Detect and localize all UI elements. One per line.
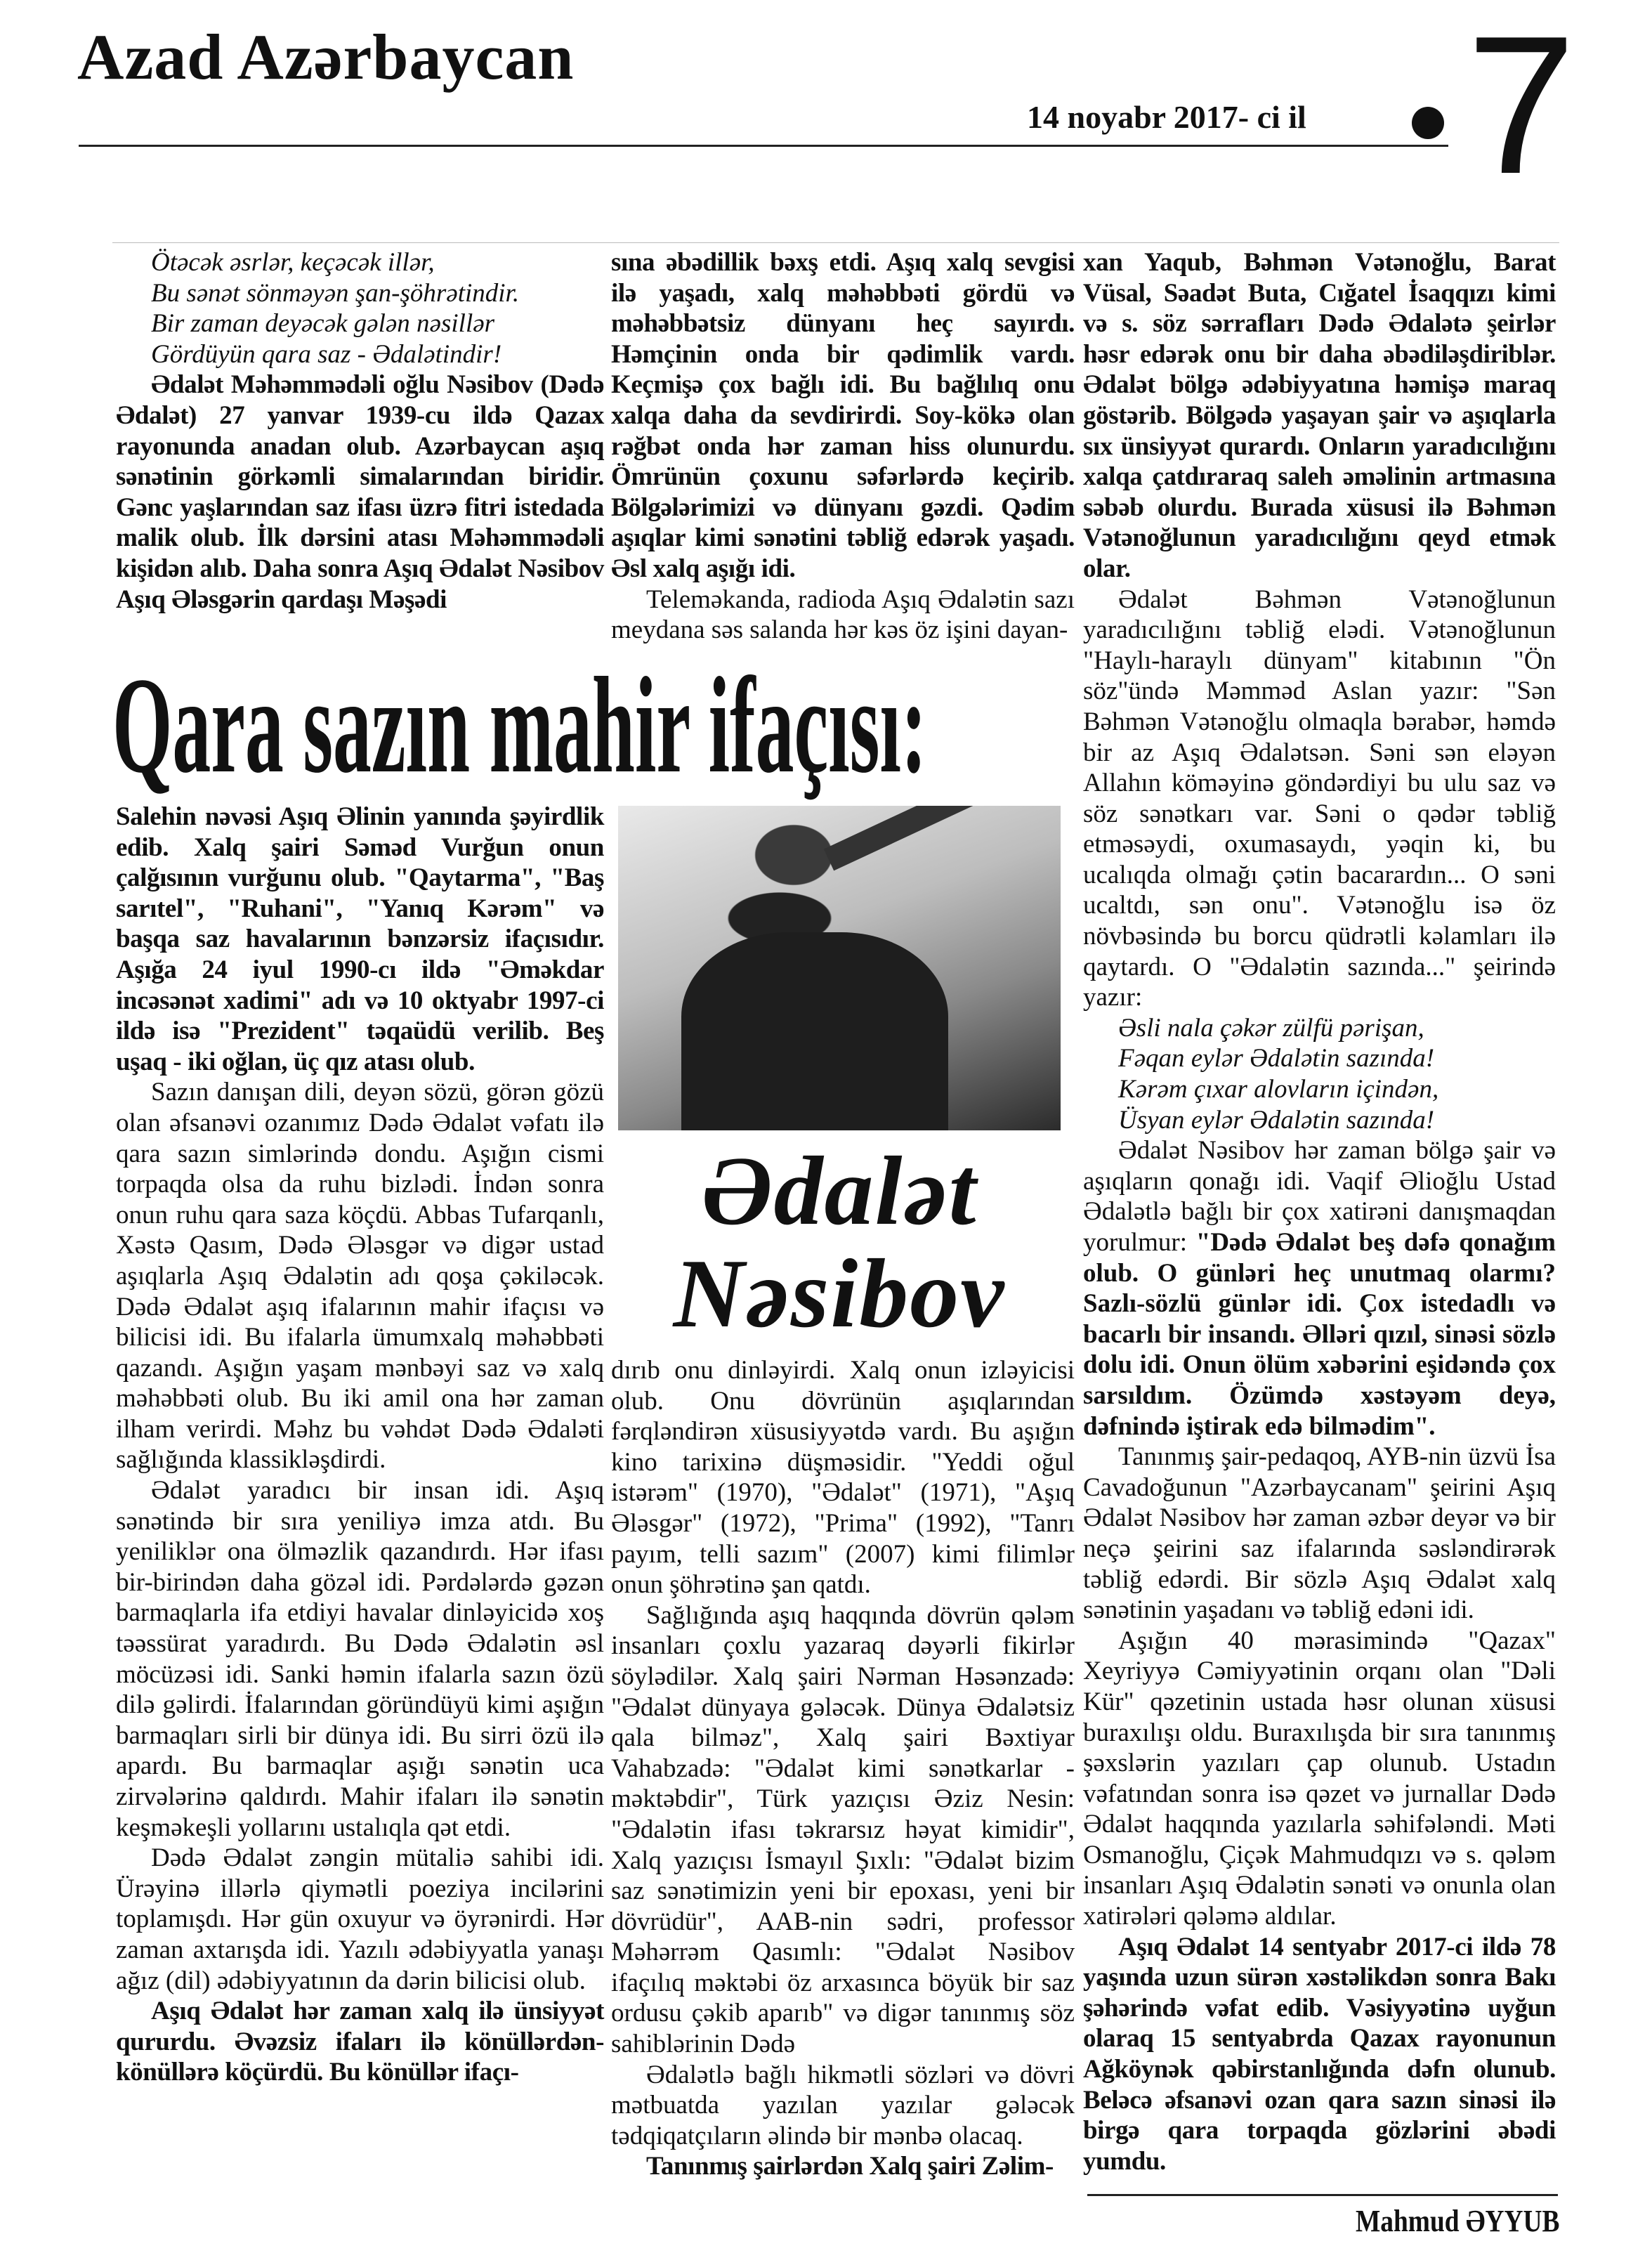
poem-line: Fəqan eylər Ədalətin sazında! bbox=[1118, 1044, 1435, 1073]
paragraph: Ədalət Məhəmmədəli oğlu Nəsibov (Dədə Ədalət) 27 yanvar 1939-cu ildə Qazax rayonunda anadan olub. Azərbaycan aşıq sənətinin görkəmli simalarından biridir. Gənc yaşlarından saz ifası üzrə fitri istedada malik olub. İlk dərsini atası Məhəmmədəli kişidən alıb. Daha sonra Aşıq Ədalət Nəsibov Aşıq Ələsgərin qardaşı Məşədi bbox=[116, 370, 604, 614]
poem-line: Əsli nala çəkər zülfü pərişan, bbox=[1118, 1013, 1424, 1043]
paragraph: xan Yaqub, Bəhmən Vətənoğlu, Barat Vüsal, Səadət Buta, Cığatel İsaqqızı kimi və s. söz sərrafları Dədə Ədalətə şeirlər həsr edərək onu bir daha əbədiləşdiriblər. Ədalət bölgə ədəbiyyatına həmişə maraq göstərib. Bölgədə yaşayan şair və aşıqlarla sıx ünsiyyət qurardı. Onların yaradıcılığını xalqa çatdıraraq saleh əməlinin artmasına səbəb olurdu. Burada xüsusi ilə Bəhmən Vətənoğlunun yaradıcılığını qeyd etmək olar. bbox=[1083, 248, 1556, 583]
paragraph: Ədalət yaradıcı bir insan idi. Aşıq sənətində bir sıra yeniliyə imza atdı. Bu yeniliklər ona ölməzlik qazandırdı. Hər ifası bir-birindən daha gözəl idi. Pərdələrdə gəzən barmaqlarla ifa etdiyi havalar dinləyicidə xoş təəssürat yaradırdı. Bu Dədə Ədalətin əsl möcüzəsi idi. Sanki həmin ifalarla sazın özü dilə gəlirdi. İfalarından göründüyü kimi aşığın barmaqları sirli bir dünya idi. Bu sirri özü ilə apardı. Bu barmaqlar aşığı sənətin uca zirvələrinə qaldırdı. Mahir ifaları ilə sənətin keşməkeşli yollarını ustalıqla qət etdi. bbox=[116, 1476, 604, 1842]
column-1-top bbox=[116, 247, 604, 615]
column-3 bbox=[1083, 247, 1556, 2176]
paragraph: Aşıq Ədalət 14 sentyabr 2017-ci ildə 78 yaşında uzun sürən xəstəlikdən sonra Bakı şəhərində vəfat edib. Vəsiyyətinə uyğun olaraq 15 sentyabrda Qazax rayonunun Ağköynək qəbirstanlığında dəfn olunub. Beləcə əfsanəvi ozan qara sazın sinəsi ilə birgə qara torpaqda gözlərini əbədi yumdu. bbox=[1083, 1932, 1556, 2176]
column-top-rule bbox=[112, 242, 1559, 243]
paragraph: Ədalət Bəhmən Vətənoğlunun yaradıcılığını təbliğ elədi. Vətənoğlunun "Haylı-haraylı dünyam" kitabının "Ön söz"ündə Məmməd Aslan yazır: "Sən Bəhmən Vətənoğlu olmaqla bərabər, həmdə bir az Aşıq Ədalətsən. Səni sən eləyən Allahın köməyinə göndərdiyi bu ulu saz və söz sənətkarı var. Səni o qədər təbliğ etməsəydi, oxumasaydı, yəqin ki, bu ucalıqda olmağı çətin bacarardın... O səni ucaltdı, sən onu". Vətənoğlu isə öz növbəsində bu borcu qüdrətli kəlamları ilə qaytardı. O "Ədalətin sazında..." şeirində yazır: bbox=[1083, 585, 1556, 1012]
issue-date: 14 noyabr 2017- ci il bbox=[1027, 99, 1306, 135]
bullet-dot bbox=[1412, 107, 1444, 139]
poem-line: Üsyan eylər Ədalətin sazında! bbox=[1118, 1105, 1435, 1135]
paragraph: Aşığın 40 mərasimində "Qazax" Xeyriyyə Cəmiyyətinin orqanı olan "Dəli Kür" qəzetinin ustada həsr olunan xüsusi buraxılışı oldu. Buraxılışda bir sıra tanınmış şəxslərin yazıları çap olunub. Ustadın vəfatından sonra isə qəzet və jurnallar Dədə Ədalət haqqında yazılarla səhifələndi. Məti Osmanoğlu, Çiçək Mahmudqızı və s. qələm insanları Aşıq Ədalətin sənəti və onunla olan xatirələri qələmə aldılar. bbox=[1083, 1626, 1556, 1931]
paragraph: Teleməkanda, radioda Aşıq Ədalətin sazı meydana səs salanda hər kəs öz işini dayan- bbox=[611, 585, 1075, 645]
paragraph: Salehin nəvəsi Aşıq Əlinin yanında şəyirdlik edib. Xalq şairi Səməd Vurğun onun çalğısının vurğunu olub. "Qaytarma", "Baş sarıtel", "Ruhani", "Yanıq Kərəm" və başqa saz havalarının bənzərsiz ifaçısıdır. Aşığa 24 iyul 1990-cı ildə "Əməkdar incəsənət xadimi" adı və 10 oktyabr 1997-ci ildə isə "Prezident" təqaüdü verilib. Beş uşaq - iki oğlan, üç qız atası olub. bbox=[116, 802, 604, 1076]
column-1-bottom bbox=[116, 802, 604, 2088]
subject-first-name: Ədalət bbox=[701, 1137, 978, 1246]
quoted-poem bbox=[1083, 1013, 1556, 1135]
poem-line: Gördüyün qara saz - Ədalətindir! bbox=[151, 339, 502, 369]
poem-line: Bir zaman deyəcək gələn nəsillər bbox=[151, 309, 495, 339]
author-signature: Mahmud ƏYYUB bbox=[1356, 2204, 1560, 2238]
subject-name bbox=[618, 1137, 1061, 1348]
paragraph-quote-bold: "Dədə Ədalət beş dəfə qonağım olub. O günləri heç unutmaq olarmı? Sazlı-sözlü günlər idi. Çox istedadlı və bacarlı bir insandı. Əlləri qızıl, sinəsi sözlə dolu idi. Onun ölüm xəbərini eşidəndə çox sarsıldım. Özümdə xəstəyəm deyə, dəfnində iştirak edə bilmədim". bbox=[1083, 1228, 1556, 1441]
paragraph: Sazın danışan dili, deyən sözü, görən gözü olan əfsanəvi ozanımız Dədə Ədalət vəfatı ilə qara sazın simlərində dondu. Aşığın cismi torpaqda olsa da ruhu bizlədi. İndən sonra onun ruhu qara saza köçdü. Abbas Tufarqanlı, Xəstə Qasım, Dədə Ələsgər və digər ustad aşıqlarla Aşıq Ədalətin adı qoşa çəkiləcək. Dədə Ədalət aşıq ifalarının mahir ifaçısı və bilicisi idi. Bu ifalarla ümumxalq məhəbbəti qazandı. Aşığın yaşam mənbəyi saz və xalq məhəbbəti olub. Bu iki amil ona hər zaman ilham verirdi. Məhz bu vəhdət Dədə Ədaləti sağlığında klassikləşdirdi. bbox=[116, 1078, 604, 1475]
paragraph: dırıb onu dinləyirdi. Xalq onun izləyicisi olub. Onu dövrünün aşıqlarından fərqləndirən xüsusiyyətdə vardı. Bu aşığın kino tarixinə düşməsidir. "Yeddi oğul istərəm" (1970), "Ədalət" (1971), "Aşıq Ələsgər" (1972), "Prima" (1992), "Tanrı payım, telli sazım" (2007) kimi filimlər onun şöhrətinə şan qatdı. bbox=[611, 1356, 1075, 1600]
opening-poem bbox=[116, 247, 604, 370]
poem-line: Ötəcək əsrlər, keçəcək illər, bbox=[151, 248, 435, 277]
header-rule bbox=[79, 145, 1448, 147]
photo-saz-neck bbox=[824, 806, 1037, 870]
signature-rule bbox=[1087, 2194, 1558, 2196]
paragraph: Dədə Ədalət zəngin mütaliə sahibi idi. Ürəyinə illərlə qiymətli poeziya incilərini toplamışdı. Hər gün oxuyur və öyrənirdi. Hər zaman axtarışda idi. Yazılı ədəbiyyatla yanaşı ağız (dil) ədəbiyyatının da dərin bilicisi olub. bbox=[116, 1843, 604, 1995]
article-headline: Qara sazın mahir ifaçısı: bbox=[112, 649, 927, 802]
page-number: 7 bbox=[1467, 0, 1576, 215]
paragraph: Tanınmış şairlərdən Xalq şairi Zəlim- bbox=[646, 2152, 1054, 2181]
poem-line: Bu sənət sönməyən şan-şöhrətindir. bbox=[151, 278, 520, 308]
column-2-bottom bbox=[611, 1355, 1075, 2182]
subject-last-name: Nəsibov bbox=[673, 1239, 1006, 1348]
paragraph: sına əbədillik bəxş etdi. Aşıq xalq sevgisi ilə yaşadı, xalq məhəbbəti gördü və məhəbbətsiz dünyanı heç sayırdı. Həmçinin onda bir qədimlik vardı. Keçmişə çox bağlı idi. Bu bağlılıq onu xalqa daha da sevdirirdi. Soy-kökə olan rəğbət onda hər zaman hiss olunurdu. Ömrünün çoxunu səfərlərdə keçirib. Bölgələrimizi və dünyanı gəzdi. Qədim aşıqlar kimi sənətini təbliğ edərək yaşadı. Əsl xalq aşığı idi. bbox=[611, 248, 1075, 583]
paragraph: Tanınmış şair-pedaqoq, AYB-nin üzvü İsa Cavadoğunun "Azərbaycanam" şeirini Aşıq Ədalət Nəsibov hər zaman əzbər deyər və bir neçə şeirini saz ifalarında səsləndirərək təbliğ edərdi. Bir sözlə Aşıq Ədalət xalq sənətinin yaşadanı və təbliğ edəni idi. bbox=[1083, 1442, 1556, 1625]
portrait-photo bbox=[618, 806, 1061, 1130]
paragraph bbox=[1083, 1135, 1556, 1442]
newspaper-masthead: Azad Azərbaycan bbox=[77, 21, 575, 93]
poem-line: Kərəm çıxar alovların içindən, bbox=[1118, 1075, 1439, 1104]
photo-figure bbox=[681, 932, 948, 1130]
paragraph-regular: Ədalət Nəsibov hər zaman bölgə şair və aşıqların qonağı idi. Vaqif Əlioğlu Ustad Ədalətlə bağlı bir çox xatirəni danışmaqdan yorulmur: bbox=[1083, 1136, 1556, 1257]
paragraph: Sağlığında aşıq haqqında dövrün qələm insanları çoxlu yazaraq dəyərli fikirlər söylədilər. Xalq şairi Nərman Həsənzadə: "Ədalət dünyaya gələcək. Dünya Ədalətsiz qala bilməz", Xalq şairi Bəxtiyar Vahabzadə: "Ədalət kimi sənətkarlar - məktəbdir", Türk yazıçısı Əziz Nesin: "Ədalətin ifası təkrarsız həyat kimidir", Xalq yazıçısı İsmayıl Şıxlı: "Ədalət bizim saz sənətimizin yeni bir epoxası, yeni bir dövrüdür", AAB-nin sədri, professor Məhərrəm Qasımlı: "Ədalət Nəsibov ifaçılıq məktəbi öz arxasınca böyük bir saz ordusu çəkib aparıb" və digər tanınmış söz sahiblərinin Dədə bbox=[611, 1600, 1075, 2059]
column-2-top bbox=[611, 247, 1075, 646]
paragraph: Aşıq Ədalət hər zaman xalq ilə ünsiyyət qururdu. Əvəzsiz ifaları ilə könüllərdən-könüllərə köçürdü. Bu könüllər ifaçı- bbox=[116, 1997, 604, 2087]
paragraph: Ədalətlə bağlı hikmətli sözləri və dövri mətbuatda yazılan yazılar gələcək tədqiqatçıların əlində bir mənbə olacaq. bbox=[611, 2060, 1075, 2150]
